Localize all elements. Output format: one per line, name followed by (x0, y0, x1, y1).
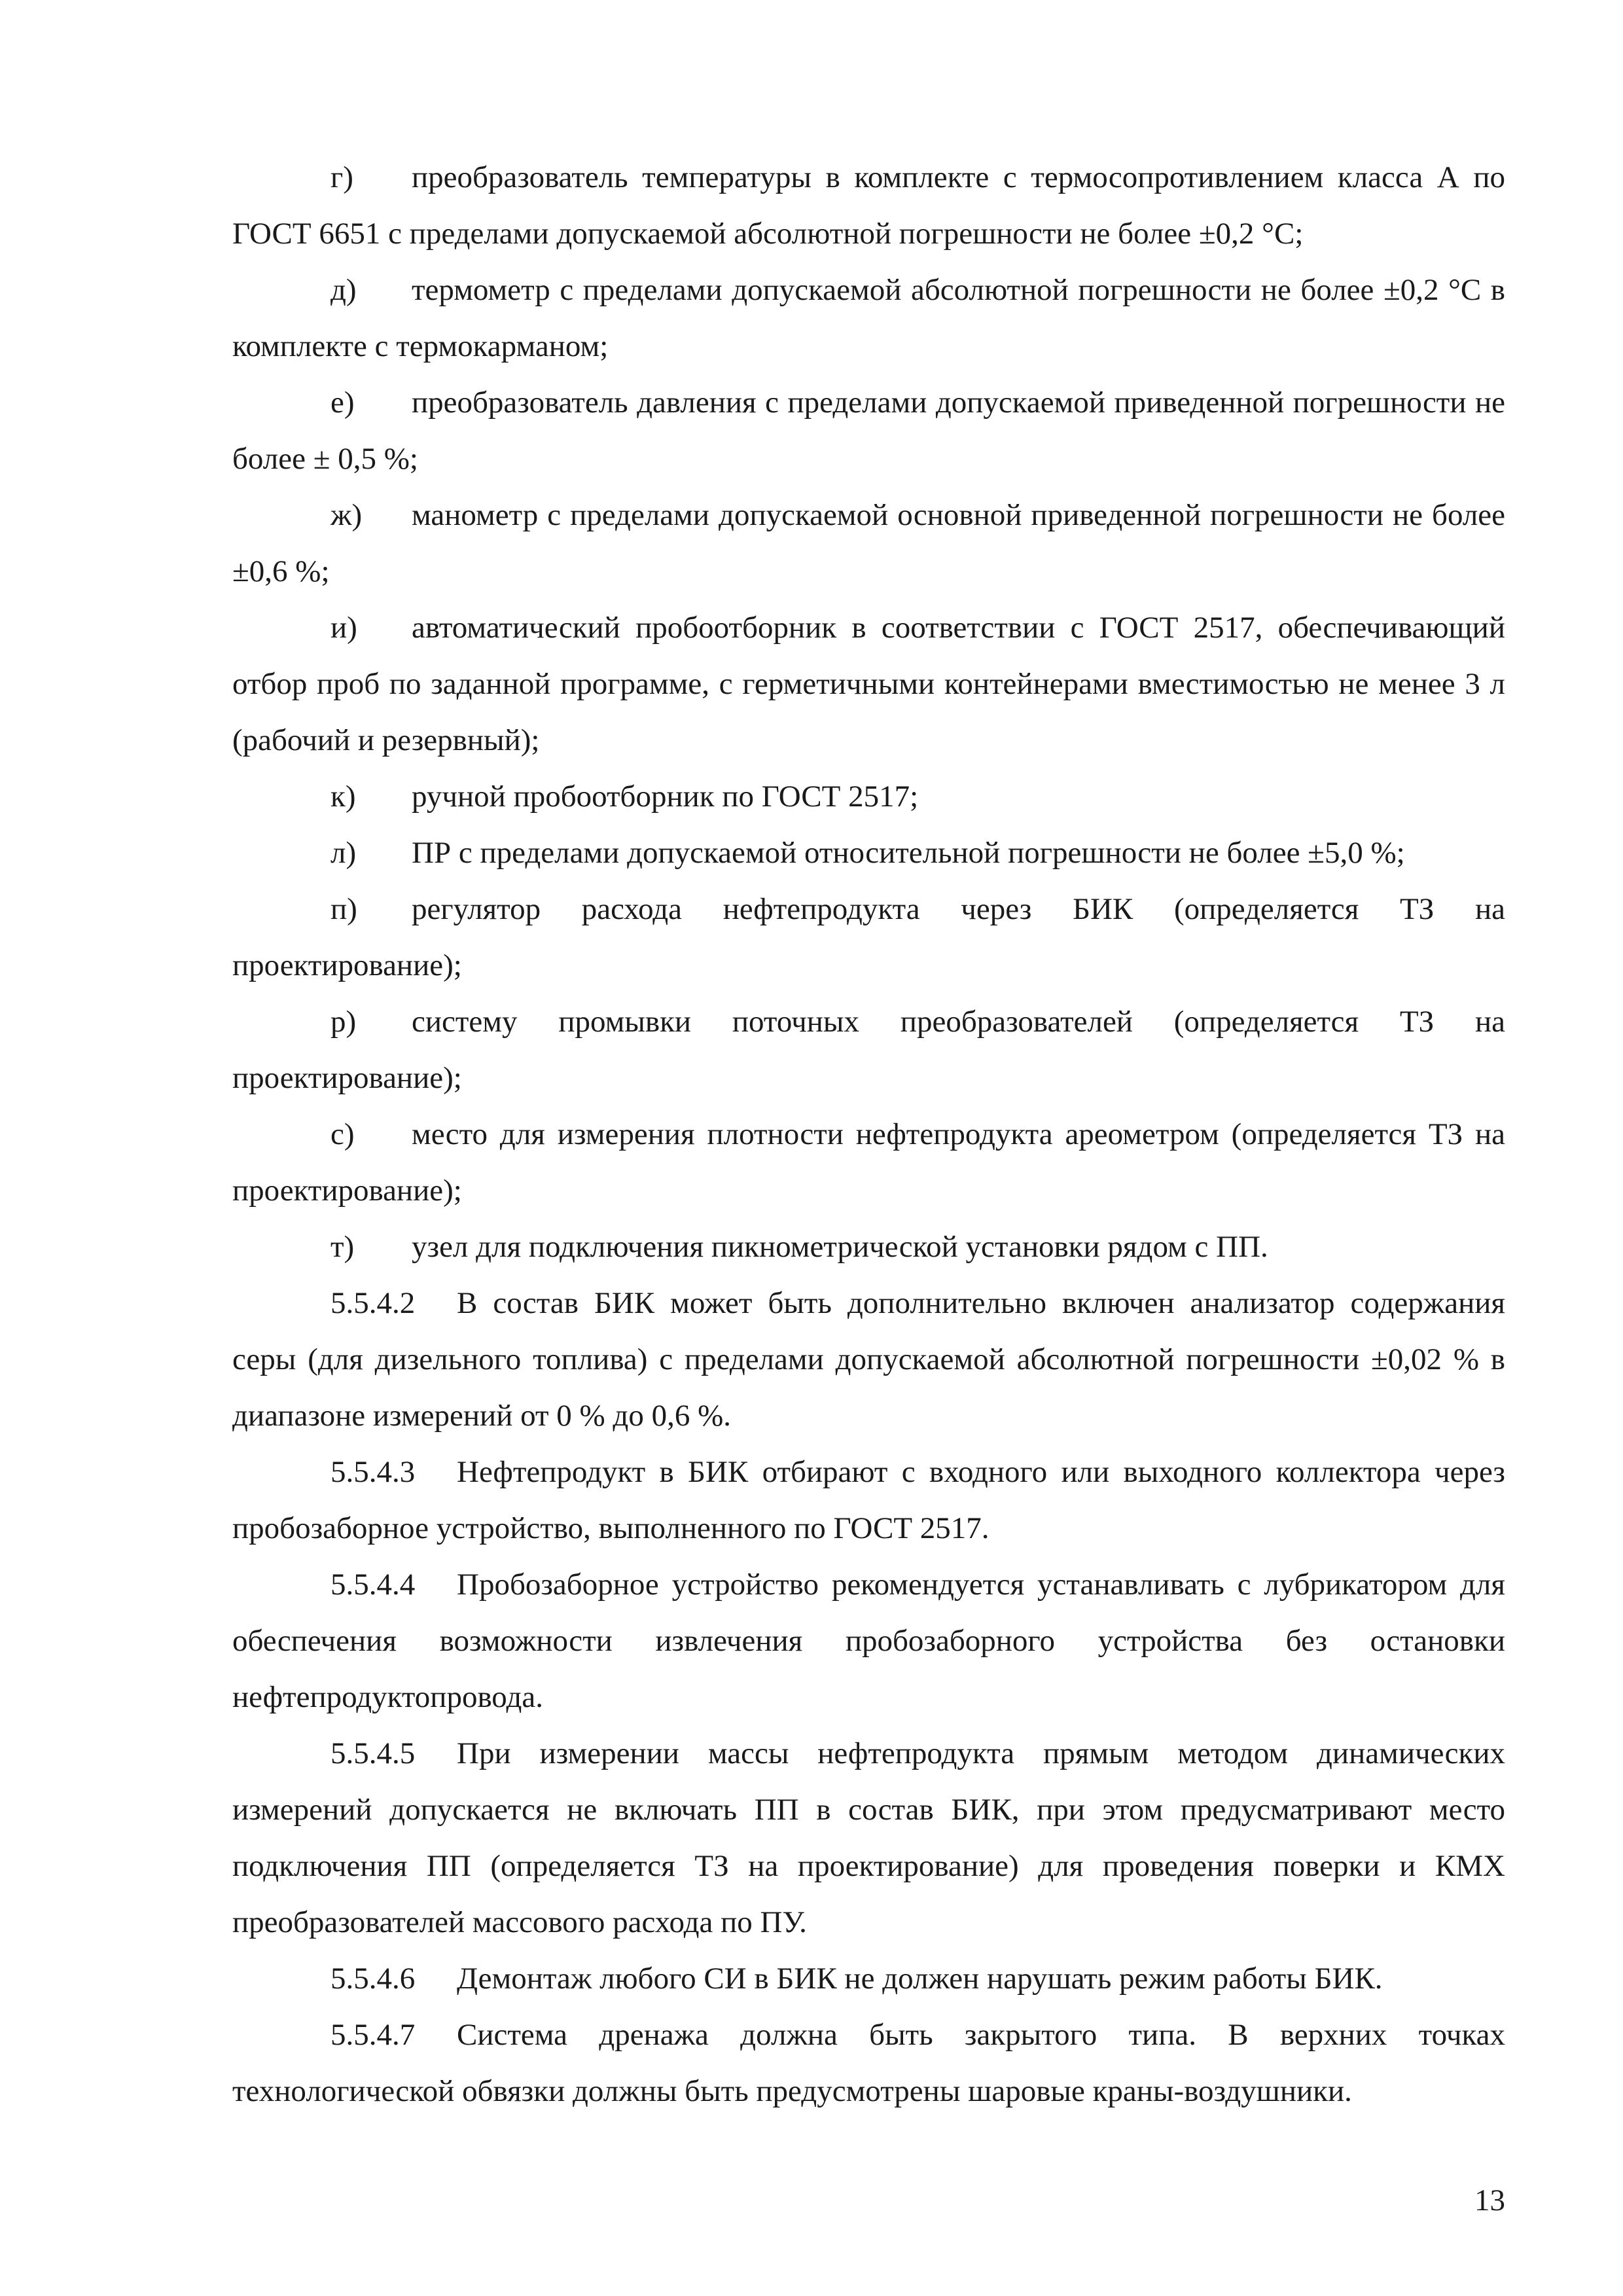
clause (232, 1950, 1505, 2007)
list-marker: т) (330, 1230, 355, 1264)
clause-text: Пробозаборное устройство рекомендуется устанавливать с лубрикатором для обеспечения возможности извлечения пробозаборного устройства без остановки нефтепродуктопровода. (232, 1568, 1505, 1714)
list-item (232, 374, 1505, 487)
list-item (232, 600, 1505, 768)
list-marker: е) (330, 386, 355, 420)
list-item-text: узел для подключения пикнометрической установки рядом с ПП. (412, 1230, 1268, 1264)
clause (232, 1556, 1505, 1725)
clause (232, 2007, 1505, 2119)
list-item-text: преобразователь температуры в комплекте с термосопротивлением класса А по ГОСТ 6651 с пределами допускаемой абсолютной погрешности не более ±0,2 °С; (232, 160, 1505, 251)
clause-text: При измерении массы нефтепродукта прямым методом динамических измерений допускается не включать ПП в состав БИК, при этом предусматривают место подключения ПП (определяется ТЗ на проектирование) для проведения поверки и КМХ преобразователей массового расхода по ПУ. (232, 1736, 1505, 1939)
list-marker: р) (330, 1005, 357, 1039)
list-item-text: термометр с пределами допускаемой абсолютной погрешности не более ±0,2 °С в комплекте с термокарманом; (232, 273, 1505, 363)
clause-number: 5.5.4.4 (330, 1568, 416, 1602)
list-item-text: место для измерения плотности нефтепродукта ареометром (определяется ТЗ на проектирование); (232, 1117, 1505, 1208)
clause-text: Демонтаж любого СИ в БИК не должен нарушать режим работы БИК. (457, 1962, 1383, 1996)
list-item (232, 487, 1505, 600)
document-page (232, 149, 1505, 2119)
list-item (232, 825, 1505, 881)
clause-text: Система дренажа должна быть закрытого типа. В верхних точках технологической обвязки должны быть предусмотрены шаровые краны-воздушники. (232, 2018, 1505, 2108)
list-item-text: регулятор расхода нефтепродукта через БИК (определяется ТЗ на проектирование); (232, 892, 1505, 982)
page-number: 13 (1474, 2183, 1505, 2217)
list-item-text: манометр с пределами допускаемой основной приведенной погрешности не более ±0,6 %; (232, 498, 1505, 588)
clause-number: 5.5.4.2 (330, 1286, 416, 1320)
list-item-text: ПР с пределами допускаемой относительной погрешности не более ±5,0 %; (412, 836, 1405, 870)
list-marker: л) (330, 836, 357, 870)
clause-text: Нефтепродукт в БИК отбирают с входного или выходного коллектора через пробозаборное устройство, выполненного по ГОСТ 2517. (232, 1455, 1505, 1545)
list-marker: д) (330, 273, 357, 307)
list-item (232, 994, 1505, 1106)
list-marker: п) (330, 892, 357, 926)
list-marker: с) (330, 1117, 355, 1151)
list-item-text: преобразователь давления с пределами допускаемой приведенной погрешности не более ± 0,5 %; (232, 386, 1505, 476)
list-item (232, 768, 1505, 825)
list-marker: г) (330, 160, 353, 194)
clause-text: В состав БИК может быть дополнительно включен анализатор содержания серы (для дизельного топлива) с пределами допускаемой абсолютной погрешности ±0,02 % в диапазоне измерений от 0 % до 0,6 %. (232, 1286, 1505, 1433)
clause (232, 1275, 1505, 1444)
list-item-text: ручной пробоотборник по ГОСТ 2517; (412, 780, 919, 814)
clause-number: 5.5.4.7 (330, 2018, 416, 2052)
list-item (232, 881, 1505, 994)
list-item-text: систему промывки поточных преобразователей (определяется ТЗ на проектирование); (232, 1005, 1505, 1095)
clause (232, 1725, 1505, 1950)
list-marker: и) (330, 611, 357, 645)
list-item (232, 1219, 1505, 1275)
list-item (232, 262, 1505, 374)
clause (232, 1444, 1505, 1556)
list-item (232, 149, 1505, 262)
clause-number: 5.5.4.3 (330, 1455, 416, 1489)
list-item-text: автоматический пробоотборник в соответствии с ГОСТ 2517, обеспечивающий отбор проб по заданной программе, с герметичными контейнерами вместимостью не менее 3 л (рабочий и резервный); (232, 611, 1505, 757)
clause-number: 5.5.4.6 (330, 1962, 416, 1996)
clause-number: 5.5.4.5 (330, 1736, 416, 1770)
list-item (232, 1106, 1505, 1219)
list-marker: к) (330, 780, 356, 814)
list-marker: ж) (330, 498, 363, 532)
